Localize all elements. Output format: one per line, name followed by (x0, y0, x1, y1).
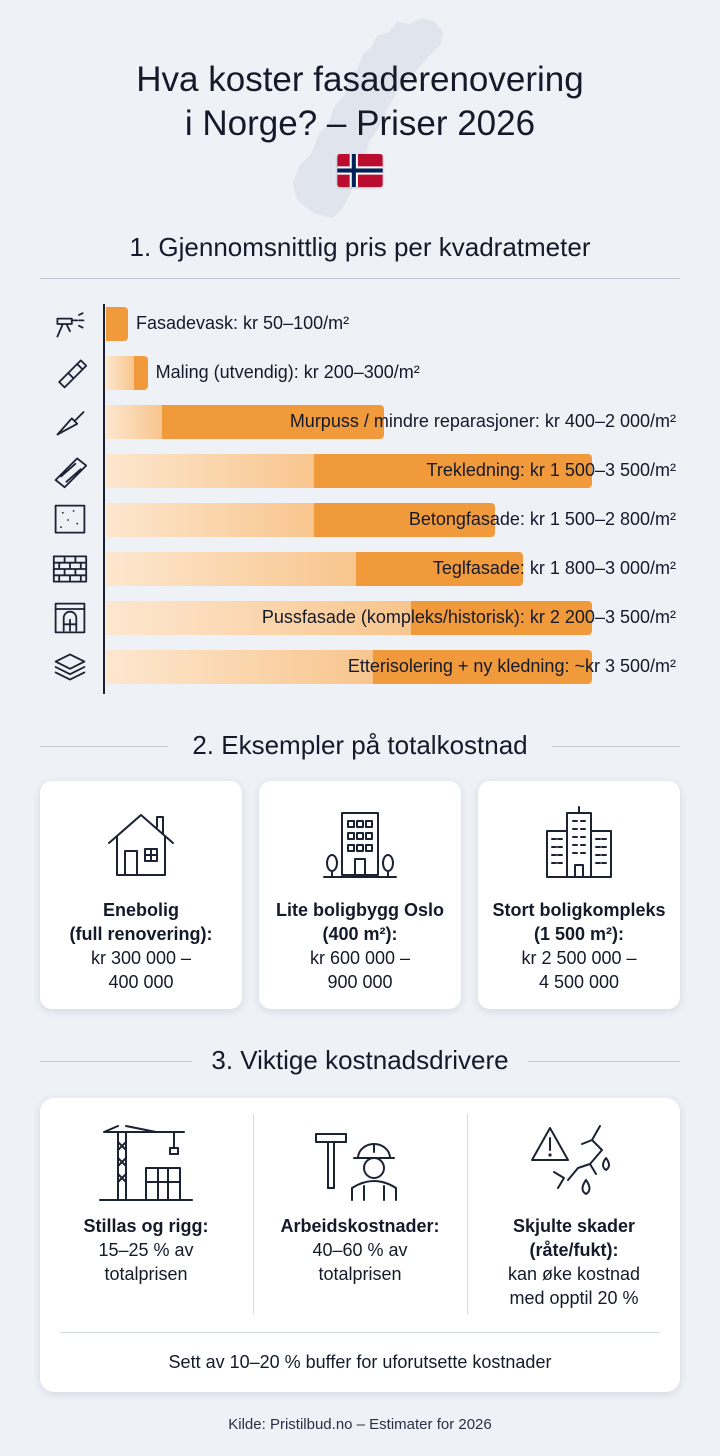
driver-name-line-2: (råte/fukt): (529, 1240, 619, 1260)
driver-desc-line-1: kan øke kostnad (507, 1264, 641, 1284)
bar-label: Murpuss / mindre reparasjoner: kr 400–2 000/m² (289, 411, 676, 431)
worker-hammer-icon (310, 1122, 410, 1202)
chart-row (0, 549, 720, 589)
driver-desc-line-2: totalprisen (318, 1264, 402, 1284)
driver-hidden-damage (468, 1098, 680, 1318)
price-bar-chart (0, 292, 720, 702)
driver-desc (254, 1238, 466, 1286)
bar-low-segment (106, 552, 356, 586)
bar-label: Betongfasade: kr 1 500–2 800/m² (408, 509, 676, 529)
cost-drivers-panel (40, 1098, 680, 1392)
section-2-title: 2. Eksempler på totalkostnad (192, 730, 528, 760)
driver-name (468, 1214, 680, 1262)
example-name (259, 898, 461, 946)
bar-low-segment (106, 650, 373, 684)
bar-label: Pussfasade (kompleks/historisk): kr 2 200–3 500/m² (261, 607, 676, 627)
example-card-house (40, 781, 242, 1009)
bar-low-segment (106, 503, 314, 537)
example-price-line-2: 4 500 000 (538, 972, 620, 992)
bar-range-segment (134, 356, 148, 390)
driver-name-line-1: Skjulte skader (512, 1216, 636, 1236)
apartment-building-icon (320, 803, 400, 883)
chart-row (0, 500, 720, 540)
concrete-icon (48, 502, 92, 538)
spray-nozzle-icon (48, 306, 92, 342)
buffer-note: Sett av 10–20 % buffer for uforutsette kostnader (168, 1352, 552, 1372)
example-price-line-2: 400 000 (108, 972, 174, 992)
driver-desc-line-2: totalprisen (104, 1264, 188, 1284)
driver-desc-line-1: 15–25 % av (98, 1240, 194, 1260)
driver-name (40, 1214, 252, 1238)
section-2-divider-right (552, 746, 680, 747)
warning-crack-icon (524, 1122, 624, 1202)
driver-labor (254, 1098, 466, 1318)
driver-desc-line-1: 40–60 % av (312, 1240, 408, 1260)
bar-label: Etterisolering + ny kledning: ~kr 3 500/m² (347, 656, 676, 676)
example-cards (40, 781, 680, 1009)
house-icon (101, 803, 181, 883)
source-note: Kilde: Pristilbud.no – Estimater for 2026 (228, 1416, 492, 1433)
example-card-apartment (259, 781, 461, 1009)
wood-plank-icon (48, 453, 92, 489)
example-name (478, 898, 680, 946)
chart-row (0, 304, 720, 344)
example-name-line-1: Stort boligkompleks (492, 900, 666, 920)
high-rise-icon (539, 803, 619, 883)
example-price-line-1: kr 300 000 – (90, 948, 192, 968)
example-price-line-2: 900 000 (327, 972, 393, 992)
bar-range-segment (106, 307, 128, 341)
chart-row (0, 451, 720, 491)
paintbrush-icon (48, 355, 92, 391)
chart-row (0, 402, 720, 442)
crane-scaffold-icon (96, 1122, 196, 1202)
bar-low-segment (106, 405, 162, 439)
chart-row (0, 598, 720, 638)
example-card-complex (478, 781, 680, 1009)
trowel-icon (48, 404, 92, 440)
brick-icon (48, 551, 92, 587)
example-price (40, 946, 242, 994)
title-line-1: Hva koster fasaderenovering (136, 60, 584, 99)
chart-row (0, 353, 720, 393)
example-price (478, 946, 680, 994)
driver-desc (40, 1238, 252, 1286)
example-name-line-1: Lite boligbygg Oslo (276, 900, 444, 920)
section-3-title: 3. Viktige kostnadsdrivere (211, 1045, 509, 1075)
bar-label: Trekledning: kr 1 500–3 500/m² (426, 460, 676, 480)
bar-label: Teglfasade: kr 1 800–3 000/m² (432, 558, 676, 578)
buffer-divider (60, 1332, 660, 1333)
example-price-line-1: kr 600 000 – (309, 948, 411, 968)
example-name-line-2: (1 500 m²): (533, 924, 625, 944)
chart-bar (106, 307, 128, 341)
section-3-divider-right (528, 1061, 680, 1062)
example-name-line-1: Enebolig (103, 900, 179, 920)
example-name (40, 898, 242, 946)
facade-window-icon (48, 600, 92, 636)
chart-bar (106, 356, 148, 390)
driver-name (254, 1214, 466, 1238)
insulation-layers-icon (48, 649, 92, 685)
bar-label: Fasadevask: kr 50–100/m² (136, 313, 350, 333)
bar-label: Maling (utvendig): kr 200–300/m² (155, 362, 420, 382)
bar-low-segment (106, 454, 314, 488)
page-title (0, 58, 720, 146)
driver-name-line-1: Arbeidskostnader: (280, 1216, 440, 1236)
norway-flag-icon (337, 154, 383, 187)
section-1-title: 1. Gjennomsnittlig pris per kvadratmeter (129, 232, 591, 262)
example-price-line-1: kr 2 500 000 – (521, 948, 637, 968)
example-name-line-2: (full renovering): (69, 924, 213, 944)
driver-scaffold (40, 1098, 252, 1318)
section-1-divider (40, 278, 680, 279)
driver-desc-line-2: med opptil 20 % (509, 1288, 639, 1308)
example-name-line-2: (400 m²): (322, 924, 398, 944)
driver-name-line-1: Stillas og rigg: (83, 1216, 209, 1236)
title-line-2: i Norge? – Priser 2026 (184, 104, 536, 143)
chart-row (0, 647, 720, 687)
driver-desc (468, 1262, 680, 1310)
example-price (259, 946, 461, 994)
bar-low-segment (106, 356, 134, 390)
